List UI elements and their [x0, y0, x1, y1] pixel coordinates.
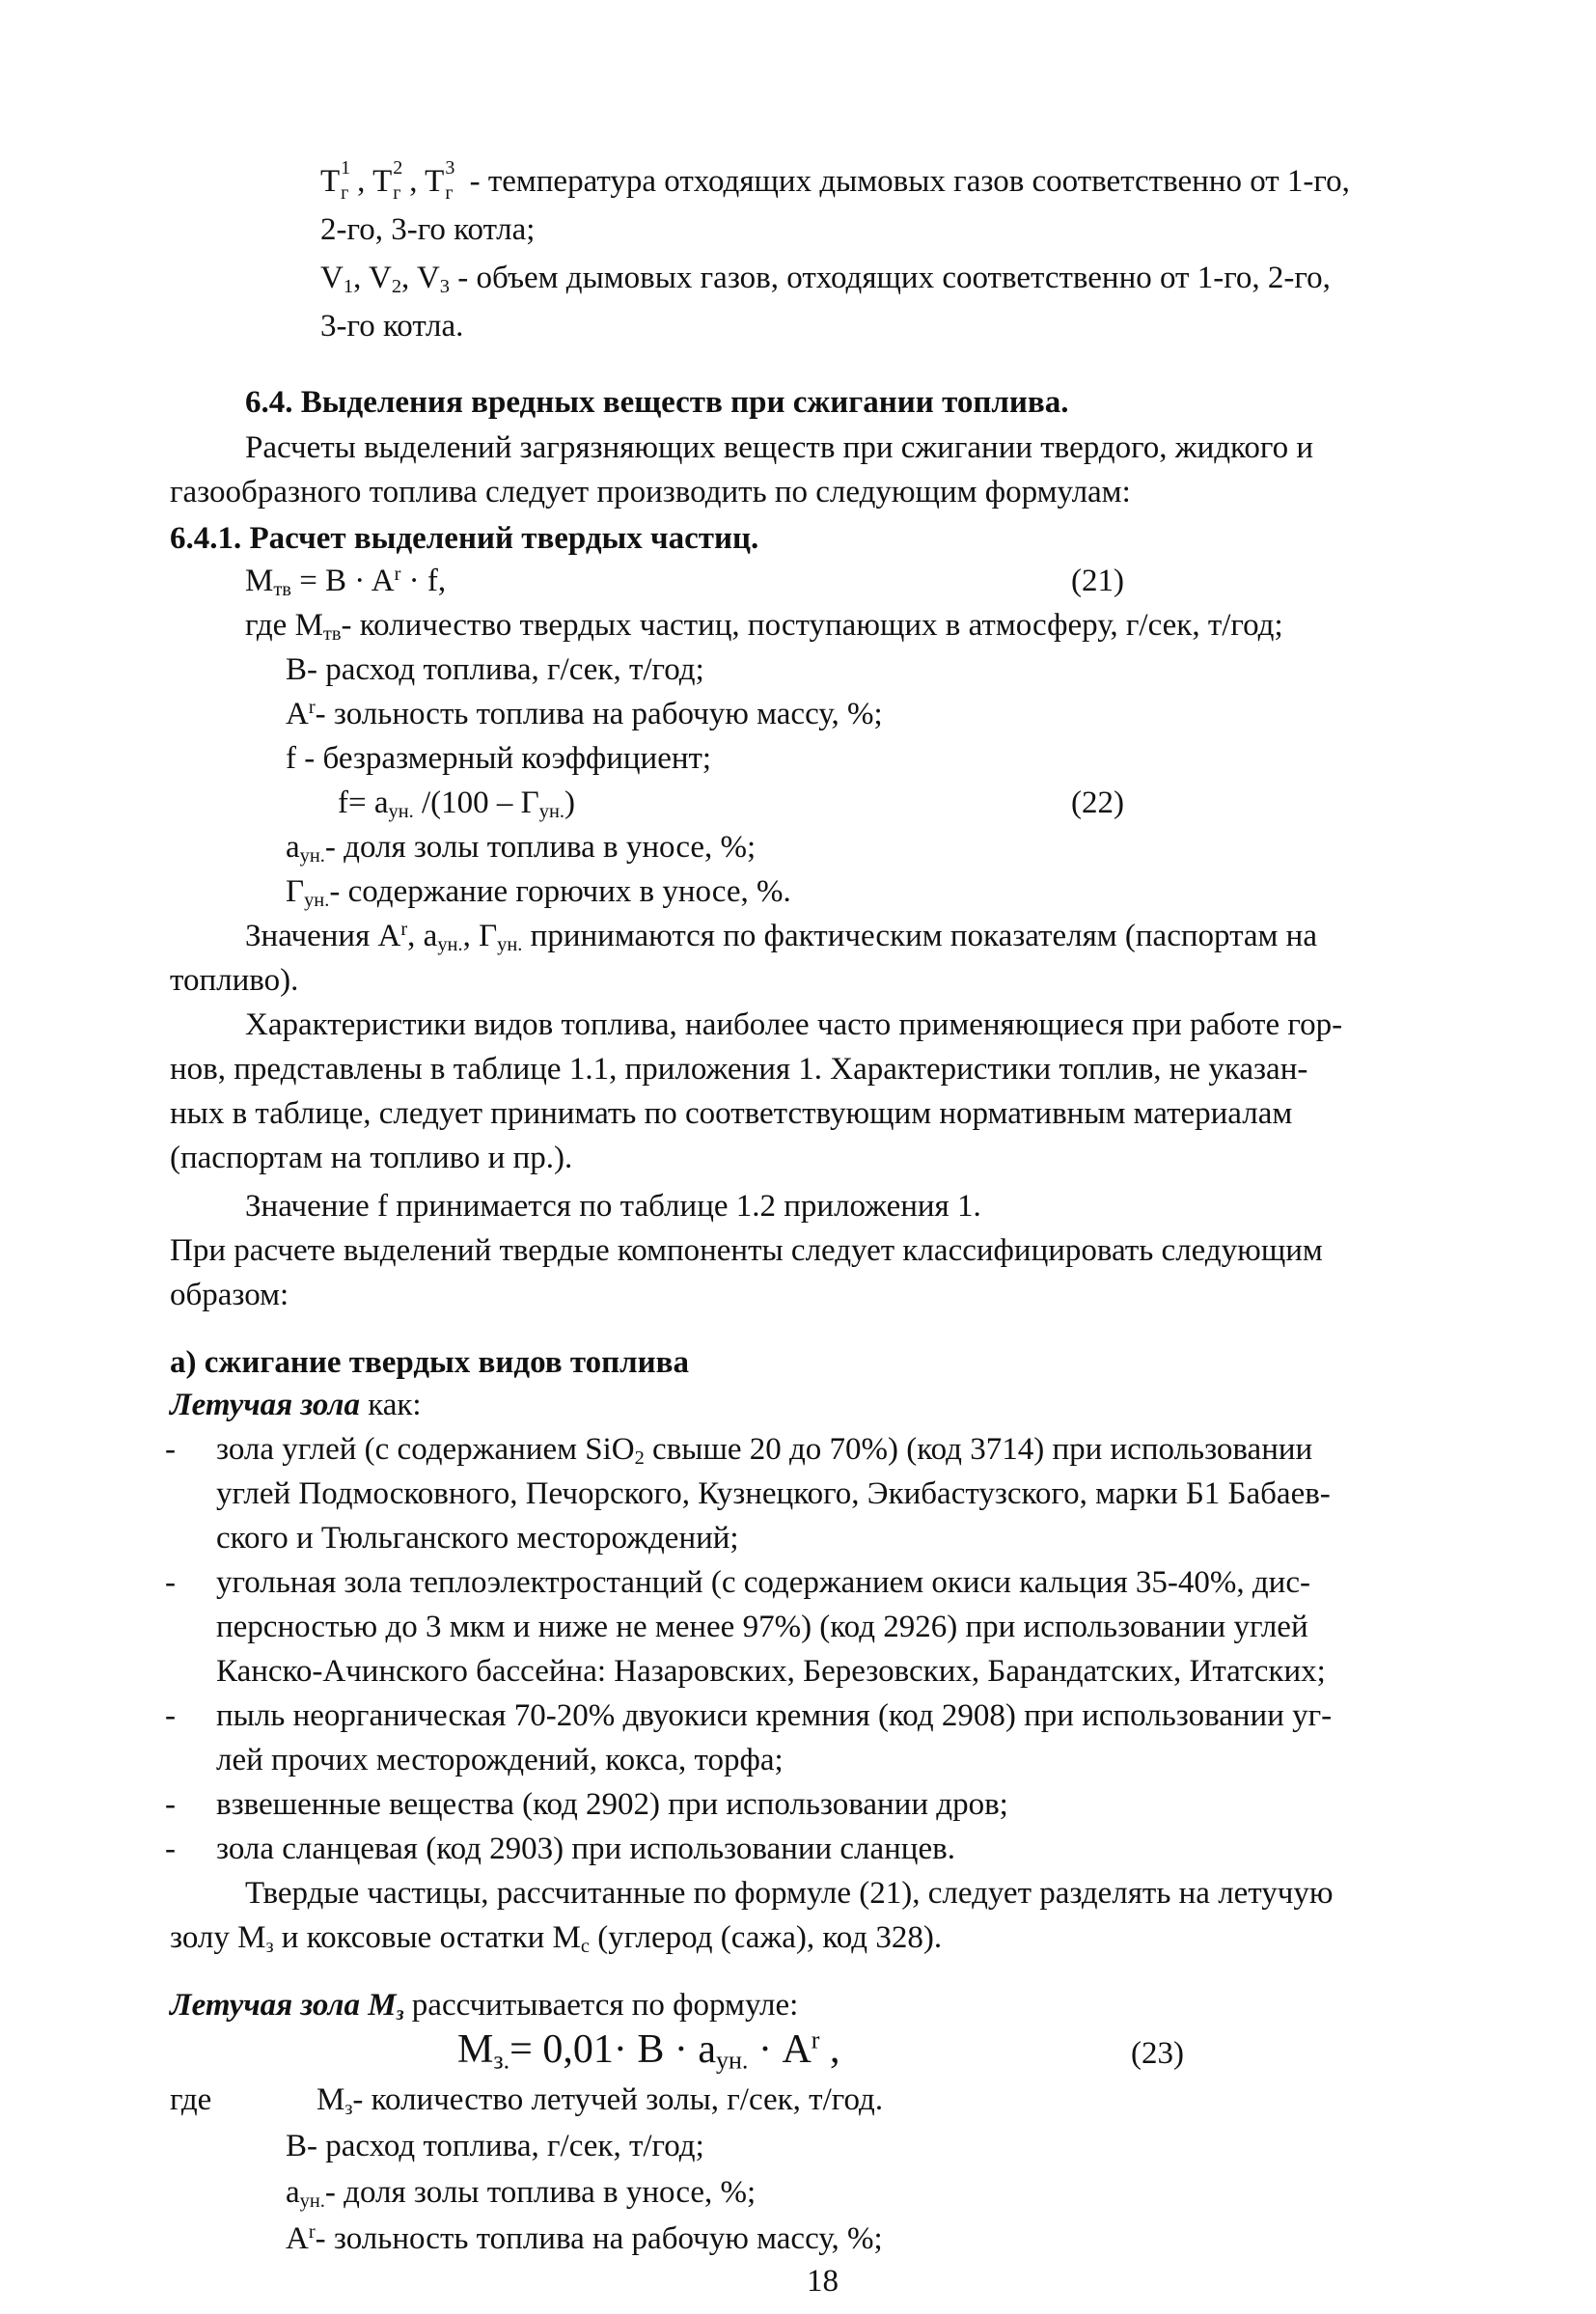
values-paragraph-cont: топливо). [170, 963, 299, 998]
list-item-2-line-2: персностью до 3 мкм и ниже не менее 97%) (код 2926) при использовании углей [216, 1610, 1308, 1644]
fly-ash-intro: Летучая зола как: [170, 1388, 422, 1422]
list-item-3-line-2: лей прочих месторождений, кокса, торфа; [216, 1743, 784, 1777]
page-number: 18 [807, 2264, 839, 2299]
section-6-4-intro: Расчеты выделений загрязняющих веществ при сжигании твердого, жидкого и [245, 430, 1314, 465]
split-paragraph-cont: золу $M_з$ и коксовые остатки $M_с$ (углерод (сажа), код 328). [170, 1920, 943, 1958]
aun-definition: $a_{ун.}-$ доля золы топлива в уносе, %; [286, 830, 757, 868]
list-item-5: зола сланцевая (код 2903) при использовании сланцев. [216, 1832, 955, 1866]
volume-definition: $V_1$, $V_2$, $V_3$ - объем дымовых газов, отходящих соответственно от 1-го, 2-го, [320, 261, 1331, 298]
mz-definition: $M_з-$ количество летучей золы, г/сек, т/год. [316, 2082, 884, 2120]
characteristics-line-2: нов, представлены в таблице 1.1, приложения 1. Характеристики топлив, не указан- [170, 1052, 1308, 1087]
list-item-1-dash: - [165, 1432, 176, 1467]
f-value-paragraph: Значение f принимается по таблице 1.2 приложения 1. [245, 1189, 981, 1224]
ar-definition: $A^r-$ зольность топлива на рабочую массу, %; [286, 696, 883, 731]
gun-definition: $Г_{ун.}-$ содержание горючих в уносе, %. [286, 874, 791, 912]
list-item-1-line-3: ского и Тюльганского месторождений; [216, 1521, 739, 1556]
characteristics-paragraph: Характеристики видов топлива, наиболее часто применяющиеся при работе гор- [245, 1007, 1343, 1042]
split-paragraph: Твердые частицы, рассчитанные по формуле (21), следует разделять на летучую [245, 1876, 1334, 1911]
list-item-5-dash: - [165, 1832, 176, 1866]
list-item-4: взвешенные вещества (код 2902) при использовании дров; [216, 1787, 1008, 1822]
characteristics-line-4: (паспортам на топливо и пр.). [170, 1141, 573, 1175]
b-definition: B- расход топлива, г/сек, т/год; [286, 652, 704, 687]
b-definition-2: B- расход топлива, г/сек, т/год; [286, 2129, 704, 2163]
list-item-1-line-2: углей Подмосковного, Печорского, Кузнецкого, Экибастузского, марки Б1 Бабаев- [216, 1476, 1331, 1511]
list-item-3-dash: - [165, 1698, 176, 1733]
formula-23: $M_{з.}= 0,01\cdot B \cdot a_{ун.} \cdot A^r$ , [457, 2025, 840, 2075]
mtv-definition: где $M_{тв}-$ количество твердых частиц, поступающих в атмосферу, г/сек, т/год; [245, 608, 1283, 646]
list-item-2-line-3: Канско-Ачинского бассейна: Назаровских, Березовских, Барандатских, Итатских; [216, 1654, 1326, 1689]
formula-21-number: (21) [1071, 564, 1124, 598]
solid-fuel-heading: а) сжигание твердых видов топлива [170, 1345, 689, 1380]
volume-definition-cont: 3-го котла. [320, 309, 464, 344]
list-item-4-dash: - [165, 1787, 176, 1822]
formula-21: $M_{тв} = B \cdot A^r \cdot f$, [245, 563, 447, 601]
characteristics-line-3: ных в таблице, следует принимать по соответствующим нормативным материалам [170, 1096, 1293, 1131]
formula-22-number: (22) [1071, 785, 1124, 820]
classification-paragraph-cont: образом: [170, 1278, 289, 1312]
aun-definition-2: $a_{ун.}-$ доля золы топлива в уносе, %; [286, 2175, 757, 2213]
section-6-4-1-heading: 6.4.1. Расчет выделений твердых частиц. [170, 521, 759, 556]
values-paragraph: Значения $A^r$, $a_{ун.}$, $Г_{ун.}$ принимаются по фактическим показателям (паспортам на [245, 918, 1317, 956]
fly-ash-formula-intro: Летучая зола $M_з$ рассчитывается по формуле: [170, 1988, 799, 2025]
formula-23-number: (23) [1131, 2036, 1184, 2071]
temperature-definition-cont: 2-го, 3-го котла; [320, 212, 536, 247]
ar-definition-2: $A^r-$ зольность топлива на рабочую массу, %; [286, 2220, 883, 2256]
list-item-1: зола углей (с содержанием SiO$_2$ свыше 20 до 70%) (код 3714) при использовании [216, 1432, 1313, 1470]
list-item-2-dash: - [165, 1565, 176, 1600]
f-definition: f - безразмерный коэффициент; [286, 741, 712, 776]
list-item-3: пыль неорганическая 70-20% двуокиси кремния (код 2908) при использовании уг- [216, 1698, 1333, 1733]
list-item-2: угольная зола теплоэлектростанций (с содержанием окиси кальция 35-40%, дис- [216, 1565, 1310, 1600]
temperature-definition: T 1 г , T 2 г , T 3 г - температура отходящих дымовых газов соответственно от 1-го, [320, 157, 1350, 204]
where-label: где [170, 2082, 212, 2117]
section-6-4-heading: 6.4. Выделения вредных веществ при сжигании топлива. [245, 385, 1069, 420]
formula-22: $f= a_{ун.}$ $/(100 - Г_{ун.})$ [338, 785, 576, 823]
classification-paragraph: При расчете выделений твердые компоненты следует классифицировать следующим [170, 1233, 1323, 1268]
section-6-4-intro-cont: газообразного топлива следует производить по следующим формулам: [170, 475, 1131, 510]
